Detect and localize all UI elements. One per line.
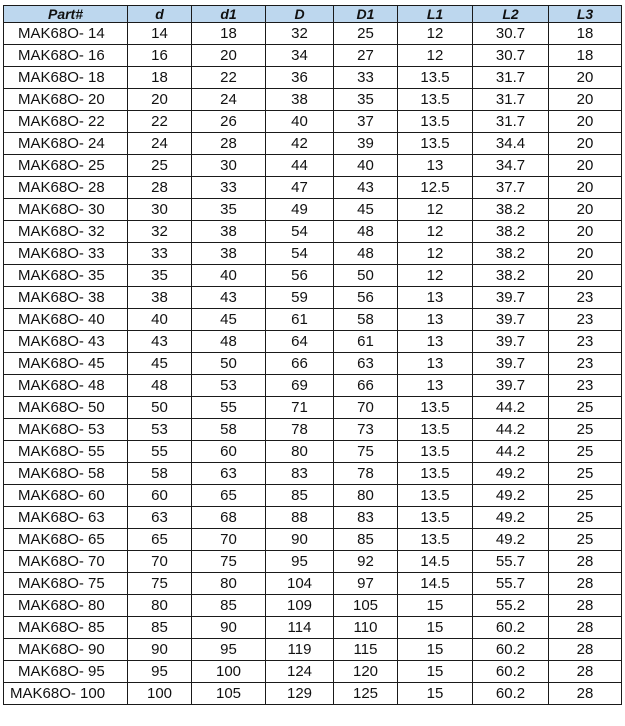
cell-L3: 20 xyxy=(549,155,622,177)
cell-L3: 18 xyxy=(549,45,622,67)
cell-part-number: MAK68O- 40 xyxy=(4,309,128,331)
table-row xyxy=(4,551,622,573)
cell-D1: 120 xyxy=(334,661,398,683)
cell-part-number: MAK68O- 65 xyxy=(4,529,128,551)
cell-d1: 95 xyxy=(192,639,266,661)
cell-L1: 13 xyxy=(398,353,473,375)
cell-D: 66 xyxy=(266,353,334,375)
cell-d: 53 xyxy=(128,419,192,441)
cell-d1: 45 xyxy=(192,309,266,331)
cell-L3: 28 xyxy=(549,551,622,573)
cell-L3: 20 xyxy=(549,89,622,111)
cell-L1: 13 xyxy=(398,375,473,397)
cell-part-number: MAK68O- 70 xyxy=(4,551,128,573)
table-row xyxy=(4,485,622,507)
cell-L3: 25 xyxy=(549,529,622,551)
cell-part-number: MAK68O- 28 xyxy=(4,177,128,199)
cell-L2: 49.2 xyxy=(473,463,549,485)
cell-L1: 12 xyxy=(398,199,473,221)
cell-d1: 75 xyxy=(192,551,266,573)
cell-d1: 33 xyxy=(192,177,266,199)
cell-D1: 58 xyxy=(334,309,398,331)
cell-part-number: MAK68O- 80 xyxy=(4,595,128,617)
table-row xyxy=(4,177,622,199)
cell-d: 33 xyxy=(128,243,192,265)
cell-L3: 28 xyxy=(549,661,622,683)
cell-D: 44 xyxy=(266,155,334,177)
cell-D1: 66 xyxy=(334,375,398,397)
cell-d1: 58 xyxy=(192,419,266,441)
cell-D: 69 xyxy=(266,375,334,397)
cell-part-number: MAK68O- 35 xyxy=(4,265,128,287)
cell-part-number: MAK68O- 32 xyxy=(4,221,128,243)
cell-d1: 105 xyxy=(192,683,266,705)
cell-L2: 55.2 xyxy=(473,595,549,617)
cell-D: 56 xyxy=(266,265,334,287)
cell-d1: 50 xyxy=(192,353,266,375)
cell-D: 40 xyxy=(266,111,334,133)
cell-L2: 55.7 xyxy=(473,573,549,595)
cell-d1: 35 xyxy=(192,199,266,221)
cell-d1: 55 xyxy=(192,397,266,419)
cell-L1: 12 xyxy=(398,265,473,287)
cell-d: 16 xyxy=(128,45,192,67)
cell-part-number: MAK68O- 16 xyxy=(4,45,128,67)
cell-d1: 68 xyxy=(192,507,266,529)
cell-L1: 13.5 xyxy=(398,485,473,507)
cell-d: 25 xyxy=(128,155,192,177)
table-row xyxy=(4,441,622,463)
table-row xyxy=(4,507,622,529)
cell-L3: 18 xyxy=(549,23,622,45)
cell-D1: 39 xyxy=(334,133,398,155)
cell-D: 34 xyxy=(266,45,334,67)
cell-L1: 13.5 xyxy=(398,397,473,419)
cell-d1: 85 xyxy=(192,595,266,617)
cell-L3: 23 xyxy=(549,353,622,375)
cell-D1: 85 xyxy=(334,529,398,551)
cell-L2: 37.7 xyxy=(473,177,549,199)
cell-L1: 12.5 xyxy=(398,177,473,199)
cell-d1: 30 xyxy=(192,155,266,177)
cell-D1: 33 xyxy=(334,67,398,89)
header-D: D xyxy=(266,6,334,23)
cell-D: 59 xyxy=(266,287,334,309)
cell-L3: 20 xyxy=(549,133,622,155)
cell-L2: 34.7 xyxy=(473,155,549,177)
table-row xyxy=(4,419,622,441)
cell-d1: 80 xyxy=(192,573,266,595)
table-row xyxy=(4,331,622,353)
cell-d: 40 xyxy=(128,309,192,331)
cell-D: 49 xyxy=(266,199,334,221)
cell-L2: 44.2 xyxy=(473,419,549,441)
cell-part-number: MAK68O- 25 xyxy=(4,155,128,177)
cell-D: 95 xyxy=(266,551,334,573)
cell-L3: 23 xyxy=(549,331,622,353)
cell-d1: 100 xyxy=(192,661,266,683)
cell-d1: 48 xyxy=(192,331,266,353)
cell-L1: 12 xyxy=(398,45,473,67)
cell-d1: 28 xyxy=(192,133,266,155)
table-row xyxy=(4,353,622,375)
cell-part-number: MAK68O- 75 xyxy=(4,573,128,595)
cell-L1: 15 xyxy=(398,683,473,705)
cell-D1: 70 xyxy=(334,397,398,419)
cell-L2: 38.2 xyxy=(473,199,549,221)
table-row xyxy=(4,89,622,111)
table-row xyxy=(4,463,622,485)
cell-d: 32 xyxy=(128,221,192,243)
header-d1: d1 xyxy=(192,6,266,23)
cell-D1: 45 xyxy=(334,199,398,221)
cell-D1: 50 xyxy=(334,265,398,287)
cell-d: 43 xyxy=(128,331,192,353)
cell-L3: 20 xyxy=(549,265,622,287)
cell-D1: 125 xyxy=(334,683,398,705)
cell-D1: 48 xyxy=(334,243,398,265)
cell-d: 58 xyxy=(128,463,192,485)
table-row xyxy=(4,111,622,133)
cell-L2: 49.2 xyxy=(473,485,549,507)
cell-L2: 39.7 xyxy=(473,309,549,331)
cell-d1: 26 xyxy=(192,111,266,133)
cell-L3: 28 xyxy=(549,683,622,705)
table-row xyxy=(4,133,622,155)
cell-L3: 25 xyxy=(549,463,622,485)
cell-part-number: MAK68O- 55 xyxy=(4,441,128,463)
cell-L3: 20 xyxy=(549,243,622,265)
cell-d: 75 xyxy=(128,573,192,595)
table-row xyxy=(4,639,622,661)
cell-L1: 13.5 xyxy=(398,89,473,111)
table-row xyxy=(4,221,622,243)
cell-L1: 13.5 xyxy=(398,111,473,133)
cell-L2: 60.2 xyxy=(473,639,549,661)
cell-D: 71 xyxy=(266,397,334,419)
cell-L1: 13.5 xyxy=(398,507,473,529)
cell-D: 64 xyxy=(266,331,334,353)
cell-D1: 35 xyxy=(334,89,398,111)
cell-L1: 12 xyxy=(398,243,473,265)
cell-part-number: MAK68O- 33 xyxy=(4,243,128,265)
cell-L2: 55.7 xyxy=(473,551,549,573)
cell-L1: 14.5 xyxy=(398,551,473,573)
table-row xyxy=(4,23,622,45)
table-row xyxy=(4,683,622,705)
cell-D: 47 xyxy=(266,177,334,199)
cell-part-number: MAK68O- 43 xyxy=(4,331,128,353)
table-row xyxy=(4,617,622,639)
cell-L2: 39.7 xyxy=(473,331,549,353)
table-row xyxy=(4,155,622,177)
table-row xyxy=(4,287,622,309)
cell-D1: 43 xyxy=(334,177,398,199)
cell-part-number: MAK68O- 22 xyxy=(4,111,128,133)
cell-d: 55 xyxy=(128,441,192,463)
cell-part-number: MAK68O- 60 xyxy=(4,485,128,507)
cell-part-number: MAK68O- 24 xyxy=(4,133,128,155)
cell-L1: 13.5 xyxy=(398,133,473,155)
cell-L1: 13.5 xyxy=(398,463,473,485)
table-row xyxy=(4,529,622,551)
cell-d: 60 xyxy=(128,485,192,507)
cell-part-number: MAK68O- 20 xyxy=(4,89,128,111)
cell-D: 42 xyxy=(266,133,334,155)
cell-d: 20 xyxy=(128,89,192,111)
cell-part-number: MAK68O- 30 xyxy=(4,199,128,221)
cell-d: 35 xyxy=(128,265,192,287)
table-row xyxy=(4,397,622,419)
cell-d1: 53 xyxy=(192,375,266,397)
cell-D1: 97 xyxy=(334,573,398,595)
cell-L3: 25 xyxy=(549,419,622,441)
cell-L2: 38.2 xyxy=(473,243,549,265)
cell-D1: 80 xyxy=(334,485,398,507)
table-header xyxy=(4,6,622,23)
cell-L1: 13.5 xyxy=(398,529,473,551)
cell-D: 78 xyxy=(266,419,334,441)
header-part-number: Part# xyxy=(4,6,128,23)
cell-D1: 110 xyxy=(334,617,398,639)
cell-D1: 63 xyxy=(334,353,398,375)
cell-D: 38 xyxy=(266,89,334,111)
cell-L2: 60.2 xyxy=(473,683,549,705)
cell-D: 129 xyxy=(266,683,334,705)
cell-L1: 13.5 xyxy=(398,67,473,89)
cell-D1: 73 xyxy=(334,419,398,441)
cell-L2: 49.2 xyxy=(473,529,549,551)
cell-d: 22 xyxy=(128,111,192,133)
cell-d: 95 xyxy=(128,661,192,683)
cell-D: 36 xyxy=(266,67,334,89)
header-D1: D1 xyxy=(334,6,398,23)
cell-D1: 40 xyxy=(334,155,398,177)
cell-L2: 39.7 xyxy=(473,353,549,375)
cell-part-number: MAK68O- 63 xyxy=(4,507,128,529)
cell-D1: 92 xyxy=(334,551,398,573)
cell-L2: 39.7 xyxy=(473,375,549,397)
cell-D: 90 xyxy=(266,529,334,551)
cell-L1: 13 xyxy=(398,331,473,353)
cell-L2: 38.2 xyxy=(473,221,549,243)
cell-d1: 38 xyxy=(192,221,266,243)
cell-L3: 28 xyxy=(549,617,622,639)
cell-d1: 90 xyxy=(192,617,266,639)
cell-D: 85 xyxy=(266,485,334,507)
cell-d: 18 xyxy=(128,67,192,89)
cell-L1: 15 xyxy=(398,595,473,617)
cell-D: 114 xyxy=(266,617,334,639)
header-d: d xyxy=(128,6,192,23)
cell-d: 65 xyxy=(128,529,192,551)
cell-L2: 34.4 xyxy=(473,133,549,155)
parts-dimension-table xyxy=(3,5,622,705)
cell-L1: 15 xyxy=(398,617,473,639)
cell-D: 109 xyxy=(266,595,334,617)
cell-D1: 83 xyxy=(334,507,398,529)
cell-L3: 25 xyxy=(549,485,622,507)
cell-part-number: MAK68O- 14 xyxy=(4,23,128,45)
table-row xyxy=(4,199,622,221)
cell-L3: 25 xyxy=(549,441,622,463)
cell-L2: 44.2 xyxy=(473,441,549,463)
cell-L3: 23 xyxy=(549,309,622,331)
cell-L1: 15 xyxy=(398,639,473,661)
cell-part-number: MAK68O- 18 xyxy=(4,67,128,89)
table-row xyxy=(4,45,622,67)
cell-L1: 13.5 xyxy=(398,419,473,441)
cell-L3: 20 xyxy=(549,199,622,221)
cell-D: 54 xyxy=(266,221,334,243)
header-L3: L3 xyxy=(549,6,622,23)
cell-d: 30 xyxy=(128,199,192,221)
cell-L2: 31.7 xyxy=(473,67,549,89)
cell-D1: 37 xyxy=(334,111,398,133)
cell-L1: 14.5 xyxy=(398,573,473,595)
cell-D: 83 xyxy=(266,463,334,485)
cell-L2: 44.2 xyxy=(473,397,549,419)
cell-D1: 75 xyxy=(334,441,398,463)
cell-D1: 78 xyxy=(334,463,398,485)
cell-d: 80 xyxy=(128,595,192,617)
cell-d1: 60 xyxy=(192,441,266,463)
table-row xyxy=(4,243,622,265)
table-body xyxy=(4,23,622,705)
cell-part-number: MAK68O- 38 xyxy=(4,287,128,309)
cell-L3: 23 xyxy=(549,375,622,397)
table-row xyxy=(4,67,622,89)
cell-D1: 115 xyxy=(334,639,398,661)
cell-d: 14 xyxy=(128,23,192,45)
cell-part-number: MAK68O- 95 xyxy=(4,661,128,683)
cell-L1: 13 xyxy=(398,155,473,177)
cell-D1: 27 xyxy=(334,45,398,67)
cell-D: 32 xyxy=(266,23,334,45)
cell-L3: 20 xyxy=(549,221,622,243)
cell-D1: 105 xyxy=(334,595,398,617)
table-row xyxy=(4,375,622,397)
cell-L3: 28 xyxy=(549,595,622,617)
cell-L3: 28 xyxy=(549,573,622,595)
cell-d: 90 xyxy=(128,639,192,661)
cell-L2: 60.2 xyxy=(473,617,549,639)
cell-d: 70 xyxy=(128,551,192,573)
cell-D: 104 xyxy=(266,573,334,595)
cell-part-number: MAK68O- 85 xyxy=(4,617,128,639)
cell-d1: 40 xyxy=(192,265,266,287)
cell-L3: 25 xyxy=(549,507,622,529)
header-row xyxy=(4,6,622,23)
cell-L3: 20 xyxy=(549,111,622,133)
cell-d1: 65 xyxy=(192,485,266,507)
cell-D1: 61 xyxy=(334,331,398,353)
cell-d: 50 xyxy=(128,397,192,419)
cell-d1: 24 xyxy=(192,89,266,111)
cell-part-number: MAK68O- 48 xyxy=(4,375,128,397)
cell-D: 61 xyxy=(266,309,334,331)
cell-d1: 18 xyxy=(192,23,266,45)
cell-L1: 12 xyxy=(398,23,473,45)
cell-d: 63 xyxy=(128,507,192,529)
cell-d: 45 xyxy=(128,353,192,375)
cell-d: 38 xyxy=(128,287,192,309)
cell-part-number: MAK68O- 45 xyxy=(4,353,128,375)
cell-D1: 56 xyxy=(334,287,398,309)
table-row xyxy=(4,661,622,683)
cell-part-number: MAK68O- 100 xyxy=(4,683,128,705)
cell-d1: 70 xyxy=(192,529,266,551)
cell-d1: 20 xyxy=(192,45,266,67)
cell-part-number: MAK68O- 90 xyxy=(4,639,128,661)
cell-L2: 31.7 xyxy=(473,111,549,133)
cell-part-number: MAK68O- 53 xyxy=(4,419,128,441)
parts-table-container xyxy=(3,5,621,705)
cell-d: 48 xyxy=(128,375,192,397)
cell-L3: 28 xyxy=(549,639,622,661)
cell-L3: 20 xyxy=(549,177,622,199)
table-row xyxy=(4,573,622,595)
cell-L2: 30.7 xyxy=(473,23,549,45)
cell-d1: 43 xyxy=(192,287,266,309)
cell-d: 28 xyxy=(128,177,192,199)
table-row xyxy=(4,595,622,617)
table-row xyxy=(4,309,622,331)
cell-D: 88 xyxy=(266,507,334,529)
cell-part-number: MAK68O- 58 xyxy=(4,463,128,485)
cell-d: 100 xyxy=(128,683,192,705)
header-L2: L2 xyxy=(473,6,549,23)
cell-L1: 13 xyxy=(398,309,473,331)
cell-L1: 13.5 xyxy=(398,441,473,463)
cell-D: 119 xyxy=(266,639,334,661)
header-L1: L1 xyxy=(398,6,473,23)
cell-L2: 38.2 xyxy=(473,265,549,287)
cell-d: 85 xyxy=(128,617,192,639)
table-row xyxy=(4,265,622,287)
cell-d: 24 xyxy=(128,133,192,155)
cell-L3: 20 xyxy=(549,67,622,89)
cell-L2: 31.7 xyxy=(473,89,549,111)
cell-D: 54 xyxy=(266,243,334,265)
cell-L3: 25 xyxy=(549,397,622,419)
cell-L1: 13 xyxy=(398,287,473,309)
cell-L1: 12 xyxy=(398,221,473,243)
cell-d1: 38 xyxy=(192,243,266,265)
cell-d1: 22 xyxy=(192,67,266,89)
cell-part-number: MAK68O- 50 xyxy=(4,397,128,419)
cell-L3: 23 xyxy=(549,287,622,309)
cell-D1: 48 xyxy=(334,221,398,243)
cell-L2: 39.7 xyxy=(473,287,549,309)
cell-D1: 25 xyxy=(334,23,398,45)
cell-d1: 63 xyxy=(192,463,266,485)
cell-L2: 30.7 xyxy=(473,45,549,67)
cell-L1: 15 xyxy=(398,661,473,683)
cell-L2: 60.2 xyxy=(473,661,549,683)
cell-D: 124 xyxy=(266,661,334,683)
cell-D: 80 xyxy=(266,441,334,463)
cell-L2: 49.2 xyxy=(473,507,549,529)
